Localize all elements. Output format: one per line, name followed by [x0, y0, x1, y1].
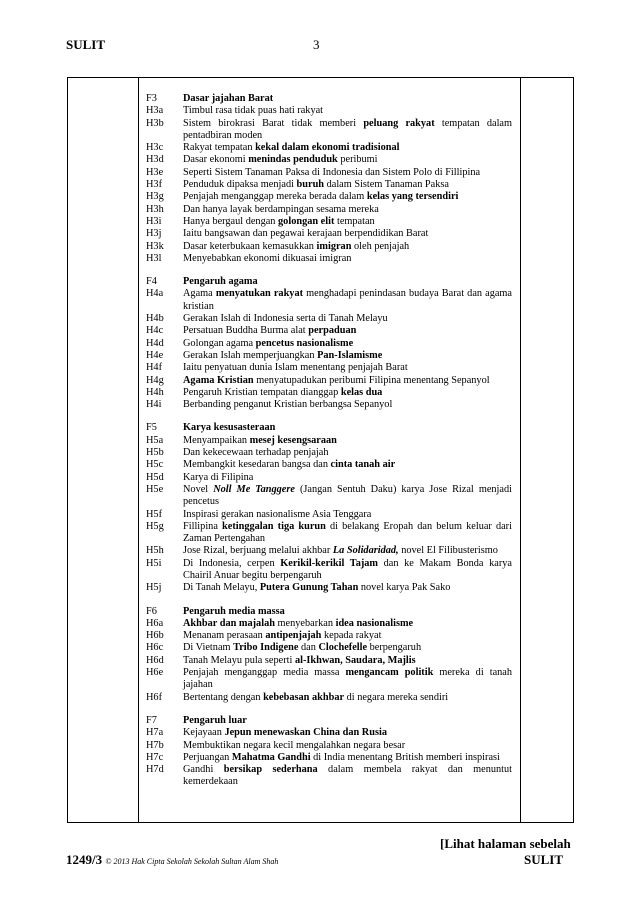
point-text [183, 727, 512, 739]
point-text [183, 521, 512, 546]
point-text-segment: mereka di tanah jajahan [183, 667, 513, 691]
keyword-text: kelas dua [340, 386, 383, 398]
keyword-text: mengancam politik [345, 667, 434, 679]
point-text-segment: Membuktikan negara kecil mengalahkan negara besar [183, 739, 406, 751]
section-gap [146, 704, 512, 715]
point-code: H7c [146, 751, 164, 763]
point-code: H3i [146, 215, 162, 227]
point-code: H5c [146, 459, 164, 471]
answer-row [146, 692, 512, 704]
point-text [183, 191, 512, 203]
point-text-segment: Di Tanah Melayu, [183, 582, 260, 594]
keyword-text: Dasar jajahan Barat [183, 93, 274, 104]
answer-row [146, 387, 512, 399]
point-text-segment: Dan hanya layak berdampingan sesama mereka [183, 203, 379, 215]
point-text-segment: kepada rakyat [321, 630, 382, 642]
answer-row [146, 241, 512, 253]
keyword-text: Clochefelle [318, 642, 368, 654]
keyword-text: golongan elit [278, 215, 335, 227]
answer-row [146, 630, 512, 642]
keyword-text: Putera Gunung Tahan [259, 582, 359, 594]
answer-row [146, 484, 512, 509]
answer-row [146, 288, 512, 313]
point-code: F7 [146, 714, 157, 726]
point-text-segment: Berbanding penganut Kristian berbangsa Sepanyol [183, 399, 393, 411]
header-sulit: SULIT [66, 37, 106, 52]
answer-row [146, 447, 512, 459]
keyword-text: kekal dalam ekonomi tradisional [255, 142, 400, 154]
keyword-text: Kerikil-kerikil Tajam [280, 557, 379, 569]
point-text-segment: di negara mereka sendiri [344, 691, 449, 703]
point-code: H5d [146, 471, 164, 483]
point-code: H3g [146, 191, 164, 203]
answer-row [146, 338, 512, 350]
point-code: H3j [146, 228, 162, 240]
answer-row [146, 727, 512, 739]
answer-row [146, 375, 512, 387]
point-text-segment: menyebarkan [274, 617, 336, 629]
point-text [183, 288, 512, 313]
answer-row [146, 276, 512, 288]
keyword-text: buruh [296, 179, 325, 191]
point-code: F5 [146, 422, 157, 434]
point-code: H6d [146, 654, 164, 666]
copyright-text: © 2013 Hak Cipta Sekolah Sekolah Sultan Alam Shah [105, 857, 279, 866]
point-text [183, 241, 512, 253]
point-text [183, 435, 512, 447]
point-text-segment: Novel [183, 483, 214, 495]
answer-row [146, 142, 512, 154]
keyword-text: Karya kesusasteraan [183, 422, 276, 434]
keyword-text: kelas yang tersendiri [366, 191, 459, 203]
point-text-segment: Hanya bergaul dengan [183, 215, 279, 227]
page-number: 3 [313, 37, 320, 52]
point-code: H5h [146, 545, 164, 557]
point-text [183, 618, 512, 630]
point-text-segment: novel El Filibusterismo [398, 545, 498, 557]
point-text-segment: dalam Sistem Tanaman Paksa [324, 179, 449, 191]
point-text-segment: Gandhi [183, 764, 224, 776]
section-gap [146, 411, 512, 422]
point-text [183, 667, 512, 692]
answer-row [146, 313, 512, 325]
point-text [183, 606, 512, 618]
point-text-segment: Karya di Filipina [183, 471, 254, 483]
answer-points [146, 93, 512, 789]
point-text-segment: Pengaruh Kristian tempatan dianggap [183, 386, 341, 398]
point-code: H4b [146, 313, 164, 325]
keyword-text: Tribo Indigene [233, 642, 299, 654]
point-code: H7b [146, 739, 164, 751]
point-text [183, 204, 512, 216]
point-text-segment: oleh penjajah [351, 240, 410, 252]
keyword-text: perpaduan [308, 325, 357, 337]
point-text [183, 142, 512, 154]
point-text-segment: Penjajah menganggap media massa [183, 667, 346, 679]
point-text-segment: Inspirasi gerakan nasionalisme Asia Tenggara [183, 508, 372, 520]
keyword-text: Pan-Islamisme [317, 349, 383, 361]
answer-row [146, 435, 512, 447]
keyword-text: imigran [316, 240, 352, 252]
point-text [183, 105, 512, 117]
answer-row [146, 764, 512, 789]
point-text-segment: di India menentang British memberi inspirasi [310, 751, 500, 763]
answer-row [146, 253, 512, 265]
keyword-text: antipenjajah [265, 630, 322, 642]
point-text-segment: Menyampaikan [183, 434, 250, 446]
keyword-text: menindas penduduk [248, 154, 338, 166]
point-code: H6f [146, 691, 163, 703]
answer-row [146, 521, 512, 546]
keyword-text: al-Ikhwan, Saudara, Majlis [294, 654, 416, 666]
point-text [183, 338, 512, 350]
keyword-text: Agama Kristian [183, 374, 254, 386]
point-text [183, 313, 512, 325]
point-text [183, 642, 512, 654]
point-code: F4 [146, 276, 157, 288]
keyword-text: Pengaruh media massa [183, 605, 285, 617]
keyword-text: Jepun menewaskan China dan Rusia [224, 727, 387, 739]
point-text-segment: Persatuan Buddha Burma alat [183, 325, 309, 337]
point-text-segment: (Jangan Sentuh Daku) karya Jose Rizal menjadi pencetus [183, 483, 512, 508]
point-text-segment: Gerakan Islah memperjuangkan [183, 349, 318, 361]
point-text [183, 118, 512, 143]
point-text-segment: Timbul rasa tidak puas hati rakyat [183, 105, 324, 117]
point-text-segment: Kejayaan [183, 727, 225, 739]
point-text-segment: peribumi [337, 154, 378, 166]
answer-row [146, 118, 512, 143]
answer-row [146, 154, 512, 166]
answer-row [146, 545, 512, 557]
point-text-segment: Penduduk dipaksa menjadi [183, 179, 297, 191]
point-code: H4d [146, 337, 164, 349]
point-text-segment: berpengaruh [367, 642, 422, 654]
answer-row [146, 558, 512, 583]
answer-row [146, 399, 512, 411]
point-code: H3d [146, 154, 164, 166]
point-code: H3l [146, 252, 162, 264]
point-text-segment: dan ke Makam Bonda karya Chairil Anuar begitu berpengaruh [183, 557, 512, 581]
point-text [183, 399, 512, 411]
point-text-segment: tempatan dalam pentadbiran moden [183, 117, 513, 141]
point-text [183, 387, 512, 399]
keyword-text: peluang rakyat [363, 117, 435, 129]
point-text [183, 375, 512, 387]
point-code: H5j [146, 582, 162, 594]
point-text [183, 276, 512, 288]
answer-row [146, 509, 512, 521]
point-code: H5g [146, 520, 164, 532]
point-text [183, 545, 512, 557]
footer-left [66, 852, 278, 868]
point-text-segment: Menanam perasaan [183, 630, 266, 642]
answer-row [146, 715, 512, 727]
answer-row [146, 350, 512, 362]
keyword-text: mesej kesengsaraan [249, 434, 337, 446]
point-code: H3h [146, 203, 164, 215]
point-code: H4a [146, 288, 164, 300]
keyword-text: bersikap sederhana [223, 764, 318, 776]
point-text-segment: Seperti Sistem Tanaman Paksa di Indonesia dan Sistem Polo di Fillipina [183, 166, 481, 178]
keyword-text: ketinggalan tiga kurun [222, 520, 326, 532]
answer-row [146, 167, 512, 179]
point-text [183, 93, 512, 105]
keyword-text: kebebasan akhbar [263, 691, 345, 703]
point-code: H4f [146, 362, 163, 374]
point-text-segment: Golongan agama [183, 337, 256, 349]
point-code: H7a [146, 727, 164, 739]
point-text-segment: Di Indonesia, cerpen [183, 557, 281, 569]
answer-row [146, 655, 512, 667]
point-text-segment: Iaitu bangsawan dan pegawai kerajaan berpendidikan Barat [183, 228, 429, 240]
keyword-text: Pengaruh luar [183, 714, 247, 726]
keyword-text: La Solidaridad, [332, 545, 399, 557]
point-code: H3c [146, 142, 164, 154]
point-text [183, 459, 512, 471]
answer-row [146, 459, 512, 471]
point-text-segment: Dasar ekonomi [183, 154, 249, 166]
answer-row [146, 642, 512, 654]
point-text-segment: Tanah Melayu pula seperti [183, 654, 295, 666]
point-code: H3b [146, 117, 164, 129]
answer-row [146, 667, 512, 692]
answer-row [146, 582, 512, 594]
point-text [183, 630, 512, 642]
keyword-text: pencetus nasionalisme [255, 337, 354, 349]
table-divider-right [520, 77, 521, 823]
point-text [183, 472, 512, 484]
point-text [183, 216, 512, 228]
point-text-segment: menghadapi penindasan budaya Barat dan agama kristian [183, 288, 512, 312]
point-code: H4g [146, 374, 164, 386]
point-text [183, 362, 512, 374]
answer-row [146, 422, 512, 434]
point-text-segment: Penjajah menganggap mereka berada dalam [183, 191, 367, 203]
footer-sulit: SULIT [524, 852, 564, 867]
answer-row [146, 740, 512, 752]
point-text [183, 154, 512, 166]
point-text-segment: Bertentang dengan [183, 691, 264, 703]
answer-row [146, 105, 512, 117]
point-code: H6e [146, 667, 164, 679]
answer-row [146, 618, 512, 630]
point-text [183, 764, 512, 789]
point-text-segment: tempatan [334, 215, 375, 227]
point-text [183, 715, 512, 727]
point-code: H5i [146, 557, 162, 569]
keyword-text: Pengaruh agama [183, 276, 258, 288]
answer-row [146, 472, 512, 484]
point-code: H4c [146, 325, 164, 337]
answer-row [146, 228, 512, 240]
point-code: H5e [146, 483, 164, 495]
point-code: H5b [146, 447, 164, 459]
answer-row [146, 204, 512, 216]
point-text [183, 350, 512, 362]
point-code: H3f [146, 179, 163, 191]
point-text-segment: novel karya Pak Sako [358, 582, 451, 594]
keyword-text: Mahatma Gandhi [231, 751, 311, 763]
answer-row [146, 606, 512, 618]
keyword-text: cinta tanah air [330, 459, 396, 471]
point-text-segment: dalam membela rakyat dan menuntut kemerdekaan [183, 764, 513, 788]
point-code: H6c [146, 642, 164, 654]
point-code: H7d [146, 764, 164, 776]
point-text-segment: Membangkit kesedaran bangsa dan [183, 459, 331, 471]
point-text-segment: Dan kekecewaan terhadap penjajah [183, 447, 329, 459]
point-text-segment: Menyebabkan ekonomi dikuasai imigran [183, 252, 352, 264]
point-text-segment: Iaitu penyatuan dunia Islam menentang penjajah Barat [183, 362, 408, 374]
answer-row [146, 191, 512, 203]
keyword-text: idea nasionalisme [335, 617, 414, 629]
point-code: F3 [146, 93, 157, 104]
point-text [183, 692, 512, 704]
point-text [183, 325, 512, 337]
point-text-segment: Jose Rizal, berjuang melalui akhbar [183, 545, 333, 557]
keyword-text: Noll Me Tanggere [213, 483, 295, 495]
point-text [183, 740, 512, 752]
point-text-segment: Gerakan Islah di Indonesia serta di Tanah Melayu [183, 313, 388, 325]
point-text-segment: Di Vietnam [183, 642, 234, 654]
point-text-segment: menyatupadukan peribumi Filipina menentang Sepanyol [253, 374, 490, 386]
point-text [183, 447, 512, 459]
answer-row [146, 362, 512, 374]
answer-row [146, 752, 512, 764]
point-code: H6b [146, 630, 164, 642]
point-code: H4h [146, 386, 164, 398]
point-text-segment: Perjuangan [183, 751, 232, 763]
point-text-segment: Sistem birokrasi Barat tidak memberi [183, 117, 364, 129]
answer-row [146, 93, 512, 105]
answer-row [146, 179, 512, 191]
point-text [183, 509, 512, 521]
point-code: H4e [146, 349, 164, 361]
table-divider-left [138, 77, 139, 823]
point-text [183, 484, 512, 509]
section-gap [146, 265, 512, 276]
keyword-text: menyatukan rakyat [215, 288, 304, 300]
point-text [183, 558, 512, 583]
point-code: H5f [146, 508, 163, 520]
point-text [183, 228, 512, 240]
point-text [183, 253, 512, 265]
point-text-segment: dan [298, 642, 319, 654]
next-page-note: [Lihat halaman sebelah [440, 836, 571, 851]
point-code: F6 [146, 605, 157, 617]
answer-row [146, 216, 512, 228]
point-code: H4i [146, 399, 162, 411]
point-text [183, 422, 512, 434]
point-text-segment: Agama [183, 288, 216, 300]
point-code: H3e [146, 166, 164, 178]
point-text-segment: Fillipina [183, 520, 223, 532]
point-text [183, 655, 512, 667]
point-text [183, 752, 512, 764]
point-text [183, 582, 512, 594]
point-code: H3k [146, 240, 164, 252]
section-gap [146, 595, 512, 606]
point-code: H5a [146, 434, 164, 446]
point-text-segment: Rakyat tempatan [183, 142, 256, 154]
point-text-segment: Dasar keterbukaan kemasukkan [183, 240, 317, 252]
point-text [183, 179, 512, 191]
answer-row [146, 325, 512, 337]
point-text-segment: di belakang Eropah dan belum keluar dari Zaman Pertengahan [183, 520, 512, 545]
point-code: H3a [146, 105, 164, 117]
keyword-text: Akhbar dan majalah [183, 617, 275, 629]
paper-code: 1249/3 [66, 852, 103, 867]
point-code: H6a [146, 617, 164, 629]
point-text [183, 167, 512, 179]
